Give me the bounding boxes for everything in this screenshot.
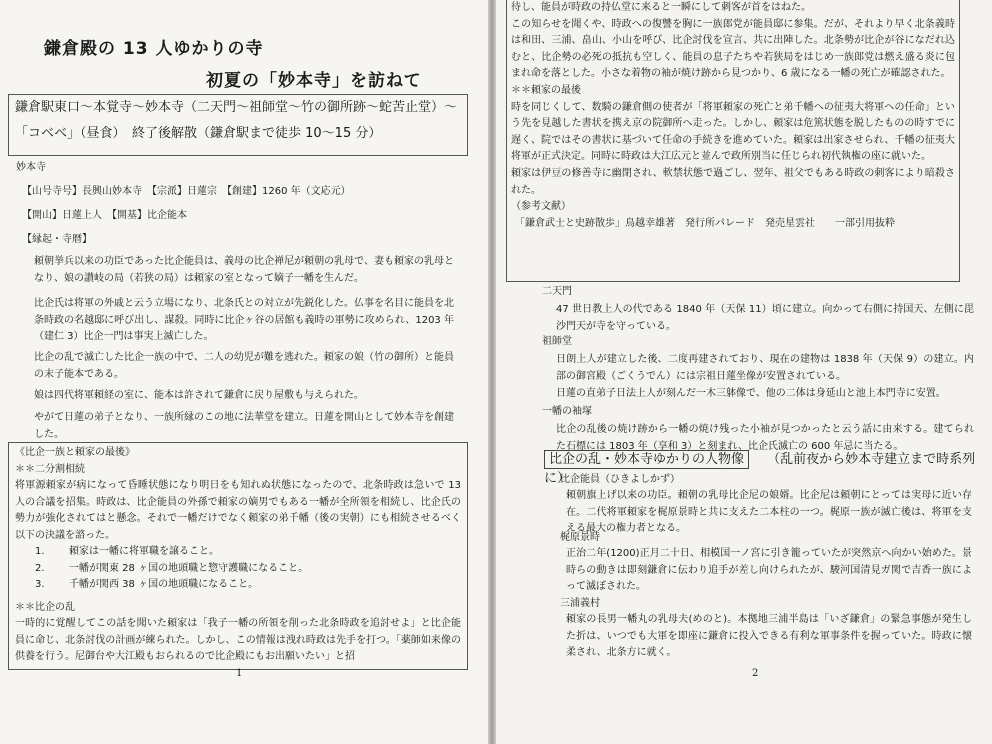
reference-text: 「鎌倉武士と史跡散歩」鳥越幸雄著 発行所パレード 発売星雲社 一部引用抜粋	[515, 217, 895, 229]
page-number: 2	[752, 668, 759, 679]
people-note: （乱前夜から妙本寺建立まで時系列に）	[544, 452, 976, 486]
inheritance-paragraph: 将軍源頼家が病になって昏睡状態になり明日をも知れぬ状態になったので、北条時政は急いで 13 人の合議を招集。時政は、比企能員の外孫で頼家の嫡男でもある一幡が全所領を相続し、比企氏の勢力が強化されてはと懸念。それで一幡だけでなく頼家の弟千幡（後の実朝）にも相続させるべく以下の決議を諮った。	[15, 480, 461, 541]
temple-info-1: 【山号寺号】長興山妙本寺 【宗派】日蓮宗 【創建】1260 年（文応元）	[22, 186, 351, 197]
subheading-inheritance: ＊＊二分割相続	[15, 463, 85, 475]
temple-info-2: 【開山】日蓮上人 【開基】比企能本	[22, 210, 187, 221]
reference-heading: （参考文献）	[511, 201, 571, 213]
left-page	[0, 0, 488, 744]
person-2-text: 正治二年(1200)正月二十日、相模国一ノ宮に引き籠っていたが突然京へ向かい始めた。景時らの動きは即刻鎌倉に伝わり追手が差し向けられたが、駿河国清見ガ関で吉香一族によって滅ぼされた。	[566, 548, 972, 593]
right-page	[496, 0, 992, 744]
list-item: 2. 一幡が関東 28 ヶ国の地頭職と惣守護職になること。	[35, 562, 309, 574]
sodezuka-heading: 一幡の袖塚	[542, 406, 592, 417]
continued-paragraph: 待し、能員が時政の持仏堂に来ると一瞬にして刺客が首をはねた。	[511, 2, 811, 13]
sodezuka-text: 比企の乱後の焼け跡から一幡の焼け残った小袖が見つかったと云う話に由来する。建てられた石標には 1803 年（享和 3）と刻まれ、比企氏滅亡の 600 年忌に当たる。	[556, 424, 974, 452]
yoriie-paragraph-2: 頼家は伊豆の修善寺に幽閉され、軟禁状態で過ごし、翌年、祖父でもある時政の刺客により暗殺された。	[511, 167, 955, 196]
route-text: 鎌倉駅東口～本覚寺～妙本寺（二天門～祖師堂～竹の御所跡～蛇苦止堂）～	[15, 100, 458, 115]
revenge-paragraph: この知らせを聞くや、時政への復讐を胸に一族郎党が能員邸に参集。だが、それより早く北条義時は和田、三浦、畠山、小山を呼び、比企討伐を宣言、共に出陣した。北条勢が比企が谷になだれ込むと、比企勢の必死の抵抗も空しく、能員の息子たちや若狭局をはじめ一族郎党は燃え盛る炎に包まれ命を落とした。小さな着物の袖が焼け跡から見つかり、6 歳になる一幡の死亡が確認された。	[511, 18, 955, 80]
subheading-hiki-rebellion: ＊＊比企の乱	[15, 601, 75, 613]
history-paragraph-4: 娘は四代将軍頼経の室に、能本は許されて鎌倉に戻り屋敷も与えられた。	[34, 390, 364, 401]
person-3-name: 三浦義村	[560, 598, 600, 609]
niten-heading: 二天門	[542, 286, 572, 297]
soshido-text-2: 日蓮の直弟子日法上人が刻んだ一木三躰像で、他の二体は身延山と池上本門寺に安置。	[556, 388, 946, 399]
soshido-heading: 祖師堂	[542, 336, 572, 347]
person-2-name: 梶原景時	[560, 532, 600, 543]
itinerary-box	[8, 94, 468, 156]
history-heading: 【縁起・寺暦】	[22, 234, 92, 245]
history-paragraph-2: 比企氏は将軍の外戚と云う立場になり、北条氏との対立が先鋭化した。仏事を名目に能員を北条時政の名越邸に呼び出し、謀殺。同時に比企ヶ谷の居館も義時の軍勢に攻められ、1203 年（建仁 3）比企一門は事実上滅亡した。	[34, 298, 454, 343]
history-paragraph-1: 頼朝挙兵以来の功臣であった比企能員は、義母の比企禅尼が頼朝の乳母で、妻も頼家の乳母となり、娘の讃岐の局（若狭の局）は頼家の室となって嫡子一幡を生んだ。	[34, 256, 454, 284]
document-title: 鎌倉殿の 13 人ゆかりの寺	[44, 39, 264, 59]
continued-box	[506, 0, 960, 282]
person-3-text: 頼家の長男一幡丸の乳母夫(めのと)。本拠地三浦半島は「いざ鎌倉」の緊急事態が発生した折は、いつでも大軍を即座に鎌倉に投入できる有利な軍事条件を握っていた。時政に懐柔され、北条方に就く。	[566, 614, 972, 659]
list-item: 1. 頼家は一幡に将軍職を譲ること。	[35, 546, 219, 557]
niten-text: 47 世日教上人の代である 1840 年（天保 11）頃に建立。向かって右側に持国天、左側に毘沙門天が寺を守っている。	[556, 304, 974, 332]
history-paragraph-5: やがて日蓮の弟子となり、一族所縁のこの地に法華堂を建立。日蓮を開山として妙本寺を創建した。	[34, 412, 454, 440]
person-1-name: 比企能員（ひきよしかず）	[560, 474, 680, 485]
history-paragraph-3: 比企の乱で滅亡した比企一族の中で、二人の幼児が難を逃れた。頼家の娘（竹の御所）と能員の末子能本である。	[34, 352, 454, 380]
yoriie-paragraph-1: 時を同じくして、数騎の鎌倉側の使者が「将軍頼家の死亡と弟千幡への征夷大将軍への任命」という先を見越した書状を携え京の院御所へ走った。しかし、頼家は危篤状態を脱したものの時すでに遅く、院ではその書状に基づいて任命の手続きを進めていた。頼家は出家させられ、千幡の征夷大将軍が正式決定。同時に時政は大江広元と並んで政所別当に任じられ初代執権の座に就いた。	[511, 101, 955, 163]
resolution-list	[15, 544, 461, 594]
box-heading: 《比企一族と頼家の最後》	[15, 447, 135, 458]
people-heading: 比企の乱・妙本寺ゆかりの人物像	[544, 450, 749, 469]
subheading-yoriie-end: ＊＊頼家の最後	[511, 84, 581, 96]
page-gutter	[488, 0, 496, 744]
page-number: 1	[236, 668, 243, 679]
person-1-text: 頼朝旗上げ以来の功臣。頼朝の乳母比企尼の娘婿。比企尼は頼朝にとっては実母に近い存在。二代将軍頼家を梶原景時と共に支えた二本柱の一つ。梶原一族が滅亡後は、将軍を支える最大の権力者となる。	[566, 490, 972, 535]
temple-name: 妙本寺	[16, 162, 46, 173]
document-subtitle: 初夏の「妙本寺」を訪ねて	[206, 71, 422, 91]
soshido-text: 日朗上人が建立した後、二度再建されており、現在の建物は 1838 年（天保 9）の建立。内部の御宮殿（ごくうでん）には宗祖日蓮坐像が安置されている。	[556, 354, 974, 382]
rebellion-paragraph: 一時的に覚醒してこの話を聞いた頼家は「我子一幡の所領を削った北条時政を追討せよ」と比企能員に命じ、北条討伐の計画が練られた。しかし、この情報は洩れ時政は先手を打つ。「薬師如来像の供養を行う。尼御台や大江殿もおられるので比企殿にもお出願いたい」と招	[15, 618, 461, 662]
lunch-text: 「コベベ」（昼食） 終了後解散（鎌倉駅まで徒歩 10～15 分）	[15, 126, 382, 141]
hiki-clan-box	[8, 442, 468, 670]
list-item: 3. 千幡が関西 38 ヶ国の地頭職になること。	[35, 579, 259, 590]
